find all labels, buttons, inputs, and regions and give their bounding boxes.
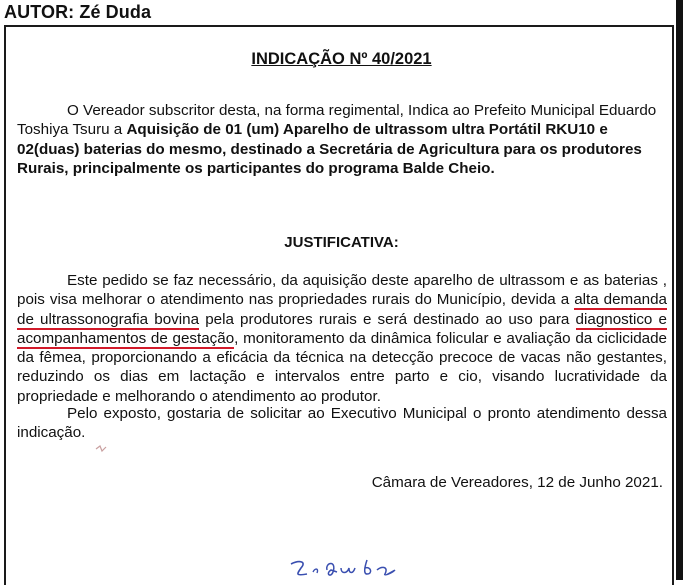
justification-paragraph bbox=[17, 271, 667, 406]
place-date: Câmara de Vereadores, 12 de Junho 2021. bbox=[371, 474, 663, 491]
handwritten-signature bbox=[285, 552, 415, 580]
closing-text: Pelo exposto, gostaria de solicitar ao Executivo Municipal o pronto atendimento dessa indicação. bbox=[17, 405, 667, 442]
justification-text-b: pela produtores rurais e será destinado ao uso para bbox=[199, 310, 576, 328]
highlighted-phrase-1: alta demanda de ultrassonografia bovina bbox=[17, 291, 667, 328]
intro-paragraph bbox=[17, 101, 667, 178]
justification-heading: JUSTIFICATIVA: bbox=[284, 234, 399, 251]
highlighted-phrase-2: diagnostico e acompanhamentos de gestação bbox=[17, 310, 667, 347]
justification-text-a: Este pedido se faz necessário, da aquisição deste aparelho de ultrassom e as baterias , pois visa melhorar o atendimento nas propriedades rurais do Município, devida a bbox=[17, 272, 667, 309]
scan-edge bbox=[676, 0, 683, 580]
intro-bold-text: Aquisição de 01 (um) Aparelho de ultrassom ultra Portátil RKU10 e 02(duas) baterias do mesmo, destinado a Secretária de Agricultura para os produtores Rurais, principalmente os participantes do programa Balde Cheio. bbox=[17, 121, 642, 177]
stray-ink-mark bbox=[95, 443, 107, 453]
author-label: AUTOR: Zé Duda bbox=[4, 2, 152, 22]
intro-text: O Vereador subscritor desta, na forma regimental, Indica ao Prefeito Municipal Eduardo Toshiya Tsuru a bbox=[17, 102, 657, 139]
justification-text-c: , monitoramento da dinâmica folicular e avaliação da ciclicidade da fêmea, proporcionando a eficácia da técnica na detecção precoce de vacas não gestantes, reduzindo os dias em lactação e intervalos entre parto e cio, visando lucratividade da propriedade e melhorando o atendimento ao produtor. bbox=[17, 329, 667, 405]
closing-paragraph bbox=[17, 404, 667, 443]
document-title: INDICAÇÃO Nº 40/2021 bbox=[251, 50, 432, 68]
